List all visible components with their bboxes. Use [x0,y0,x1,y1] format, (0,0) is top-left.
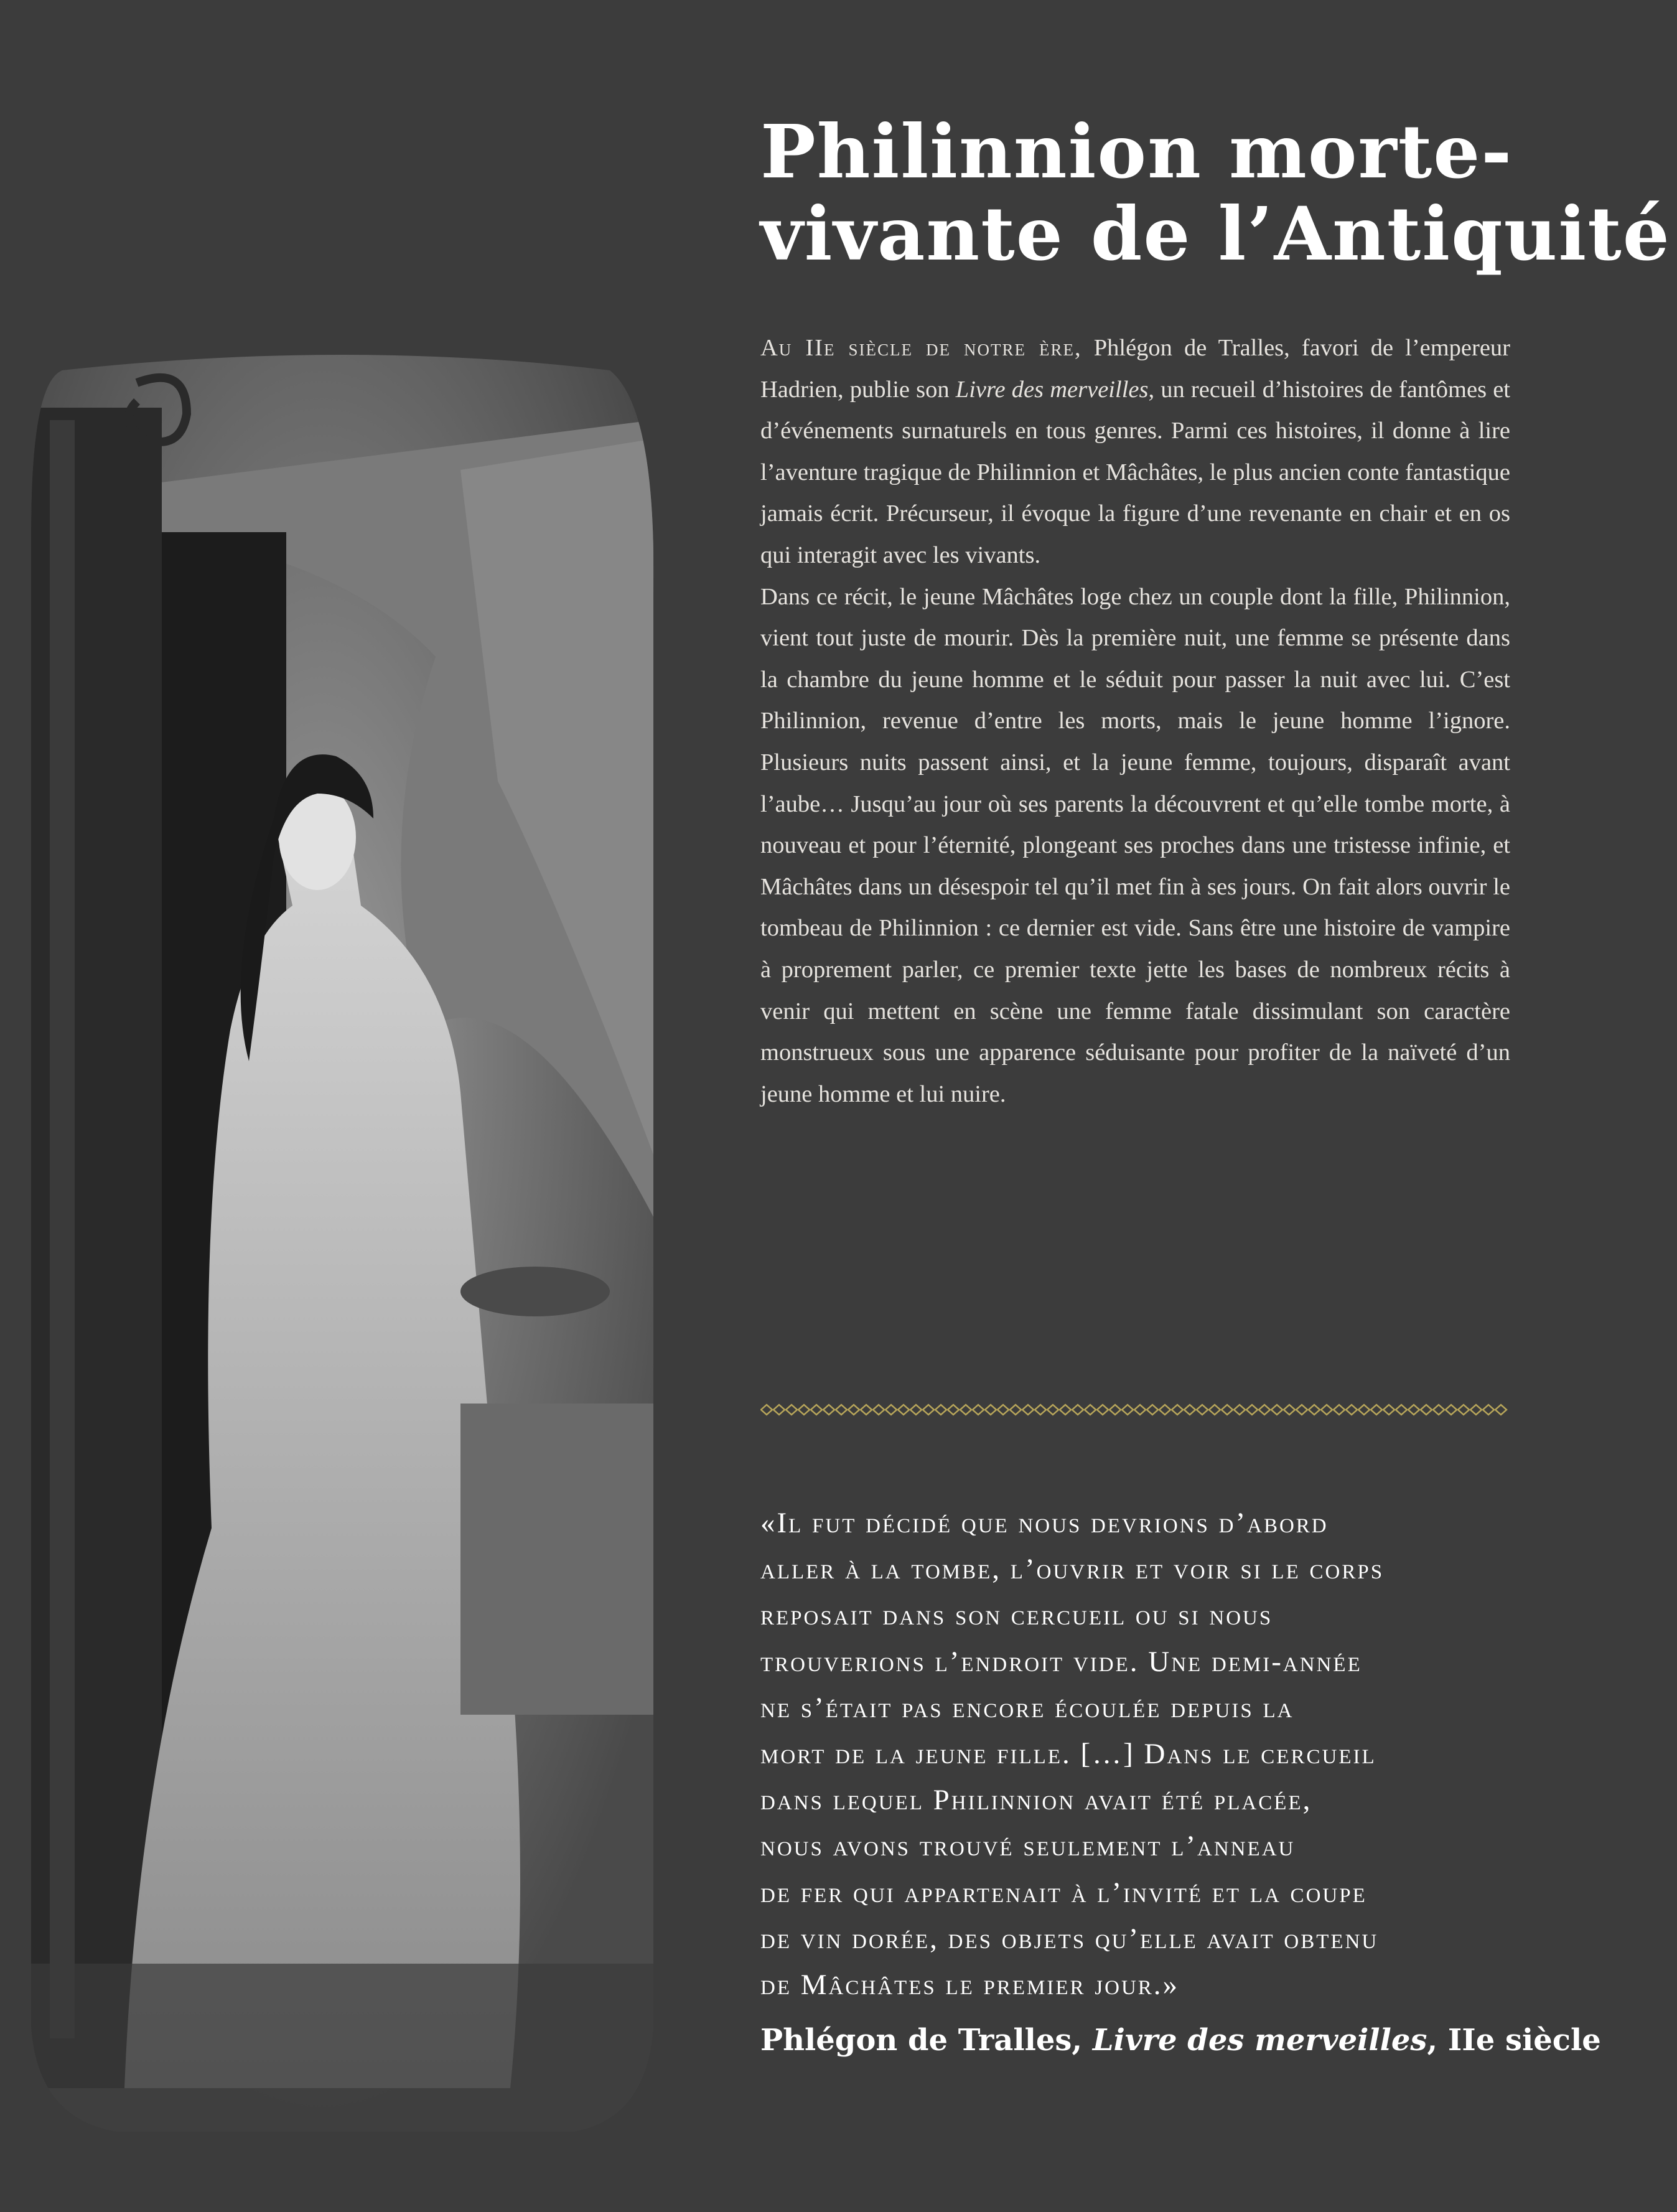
divider-diamond [1209,1405,1220,1415]
divider-diamond [1321,1405,1332,1415]
divider-diamond [1346,1405,1357,1415]
divider-diamond [1109,1405,1121,1415]
body-paragraph-1 [760,327,1510,576]
divider-diamond [1035,1405,1046,1415]
divider-diamond [1122,1405,1133,1415]
illustration-svg [25,345,684,2138]
column-fluting [50,420,75,2038]
divider-diamond [1383,1405,1394,1415]
quote-line: de Mâchâtes le premier jour.» [760,1969,1180,2002]
illustration-philinnion [25,345,684,2138]
title-line-1: Philinnion morte- [760,108,1513,195]
divider-diamond [1271,1405,1282,1415]
paragraph-1-end: , un recueil d’histoires de fantômes et d’événements surnaturels en tous genres. Parmi ces histoires, il donne à lire l’aventure tragique de Philinnion et Mâchâtes, le plus ancien conte fantastique jamais écrit. Précurseur, il évoque la figure d’une revenante en chair et en os qui interagit avec les vivants. [760,376,1510,568]
divider-diamond [1010,1405,1021,1415]
divider-diamond [885,1405,897,1415]
quote-line: mort de la jeune fille. […] Dans le cercueil [760,1738,1376,1771]
divider-diamond [1284,1405,1295,1415]
divider-diamond [1458,1405,1469,1415]
quote-block [760,1500,1523,2008]
divider-diamond [1446,1405,1457,1415]
page-title [760,108,1671,277]
quote-line: ne s’était pas encore écoulée depuis la [760,1691,1294,1724]
body-paragraph-2: Dans ce récit, le jeune Mâchâtes loge chez un couple dont la fille, Philinnion, vient tout juste de mourir. Dès la première nuit, une femme se présente dans la chambre du jeune homme et le séduit pour passer la nuit avec lui. C’est Philinnion, revenue d’entre les morts, mais le jeune homme l’ignore. Plusieurs nuits passent ainsi, et la jeune femme, toujours, disparaît avant l’aube… Jusqu’au jour où ses parents la découvrent et qu’elle tombe morte, à nouveau et pour l’éternité, plongeant ses proches dans une tristesse infinie, et Mâchâtes dans un désespoir tel qu’il met fin à ses jours. On fait alors ouvrir le tombeau de Philinnion : ce dernier est vide. Sans être une histoire de vampire à proprement parler, ce premier texte jette les bases de nombreux récits à venir qui mettent en scène une femme fatale dissimulant son caractère monstrueux sous une apparence séduisante pour profiter de la naïveté d’un jeune homme et lui nuire. [760,583,1510,1107]
divider-diamond [1259,1405,1270,1415]
lead-in: Au IIe siècle de notre ère, [760,335,1082,361]
paragraph-1-start: Phlégon de Tralles, favori de l’empereur Hadrien, publie son [760,335,1510,403]
body-text [760,327,1510,1115]
divider-diamond [1060,1405,1071,1415]
ornamental-divider [760,1400,1510,1419]
bowl-shape [460,1267,610,1316]
divider-diamond [997,1405,1009,1415]
divider-diamond [960,1405,971,1415]
divider-diamond [1197,1405,1208,1415]
divider-diamond [1047,1405,1058,1415]
quote-attribution [760,2023,1601,2058]
divider-diamond [811,1405,822,1415]
book-title: Livre des merveilles [955,376,1149,403]
divider-diamond [823,1405,834,1415]
divider-diamond [1085,1405,1096,1415]
divider-diamond [836,1405,847,1415]
divider-diamond [1234,1405,1245,1415]
attribution-century: , IIe siècle [1427,2023,1601,2058]
attribution-work: Livre des merveilles [1092,2023,1427,2058]
divider-diamond [1371,1405,1382,1415]
quote-line: de fer qui appartenait à l’invité et la coupe [760,1876,1367,1909]
column-shape [25,408,162,2088]
divider-diamond [786,1405,797,1415]
divider-diamond [973,1405,984,1415]
divider-diamond [1421,1405,1432,1415]
divider-diamond [948,1405,959,1415]
divider-diamond [923,1405,934,1415]
divider-diamond [848,1405,859,1415]
divider-diamond [1433,1405,1444,1415]
divider-diamond [1483,1405,1494,1415]
quote-line: reposait dans son cercueil ou si nous [760,1599,1273,1632]
divider-diamond [1495,1405,1506,1415]
divider-diamond [798,1405,810,1415]
quote-line: aller à la tombe, l’ouvrir et voir si le corps [760,1553,1385,1586]
attribution-author: Phlégon de Tralles, [760,2023,1093,2058]
divider-diamond [1172,1405,1183,1415]
divider-diamond [985,1405,996,1415]
floor-shadow [25,1964,684,2138]
divider-diamond [773,1405,785,1415]
divider-diamond [1334,1405,1345,1415]
divider-diamond [1222,1405,1233,1415]
quote-line: trouverions l’endroit vide. Une demi-année [760,1645,1362,1678]
divider-diamond [1097,1405,1108,1415]
divider-diamond [1296,1405,1307,1415]
quote-line: «Il fut décidé que nous devrions d’abord [760,1507,1329,1539]
divider-diamond [1396,1405,1407,1415]
divider-diamond [1246,1405,1258,1415]
quote-line: dans lequel Philinnion avait été placée, [760,1784,1312,1817]
divider-diamond [1159,1405,1170,1415]
quote-line: nous avons trouvé seulement l’anneau [760,1830,1296,1863]
divider-diamond [1358,1405,1370,1415]
title-line-2: vivante de l’Antiquité [760,190,1671,277]
quote-line: de vin dorée, des objets qu’elle avait obtenu [760,1922,1379,1955]
divider-diamond [1470,1405,1482,1415]
divider-diamond [1147,1405,1158,1415]
divider-diamond [761,1405,772,1415]
divider-diamond [1022,1405,1034,1415]
divider-diamond [1184,1405,1195,1415]
divider-diamond [873,1405,884,1415]
divider-diamond [935,1405,946,1415]
divider-diamond [861,1405,872,1415]
divider-diamond [898,1405,909,1415]
divider-diamond [1408,1405,1419,1415]
bed-shape [460,1404,660,1715]
divider-diamond [1309,1405,1320,1415]
divider-diamond [1072,1405,1083,1415]
divider-diamond [1134,1405,1146,1415]
divider-diamond [910,1405,922,1415]
